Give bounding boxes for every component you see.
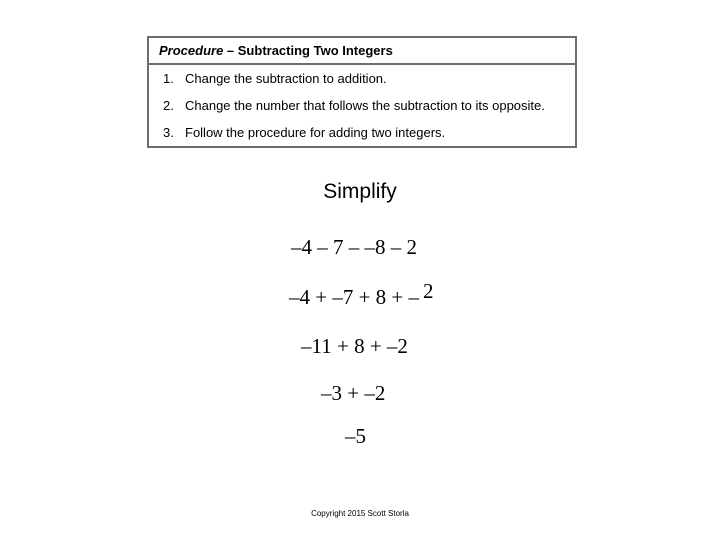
step-number: 3. (163, 125, 174, 140)
procedure-steps (149, 65, 575, 152)
math-expression: –4 + –7 + 8 + – (289, 285, 420, 309)
simplify-title: Simplify (323, 180, 397, 203)
math-expression: –11 + 8 + –2 (301, 334, 408, 358)
step-text: Follow the procedure for adding two integers. (185, 125, 446, 140)
math-step-2 (289, 279, 434, 309)
procedure-step (163, 71, 575, 98)
step-text: Change the subtraction to addition. (185, 71, 387, 86)
procedure-header-title: – Subtracting Two Integers (223, 43, 393, 58)
math-expression: –4 – 7 – –8 – 2 (291, 235, 417, 259)
procedure-box (147, 36, 577, 148)
step-number: 1. (163, 71, 174, 86)
math-raised-term: 2 (423, 279, 434, 303)
procedure-header (149, 38, 575, 65)
math-expression: –3 + –2 (321, 381, 386, 405)
step-text: Change the number that follows the subtraction to its opposite. (185, 98, 545, 113)
procedure-step (163, 98, 575, 125)
copyright-notice: Copyright 2015 Scott Storla (311, 509, 409, 518)
step-number: 2. (163, 98, 174, 113)
procedure-header-label: Procedure (159, 43, 224, 58)
procedure-step (163, 125, 575, 152)
math-step-1 (291, 235, 417, 259)
math-step-3 (301, 334, 408, 358)
math-result (345, 424, 366, 448)
math-expression: –5 (345, 424, 366, 448)
math-step-4 (321, 381, 385, 405)
